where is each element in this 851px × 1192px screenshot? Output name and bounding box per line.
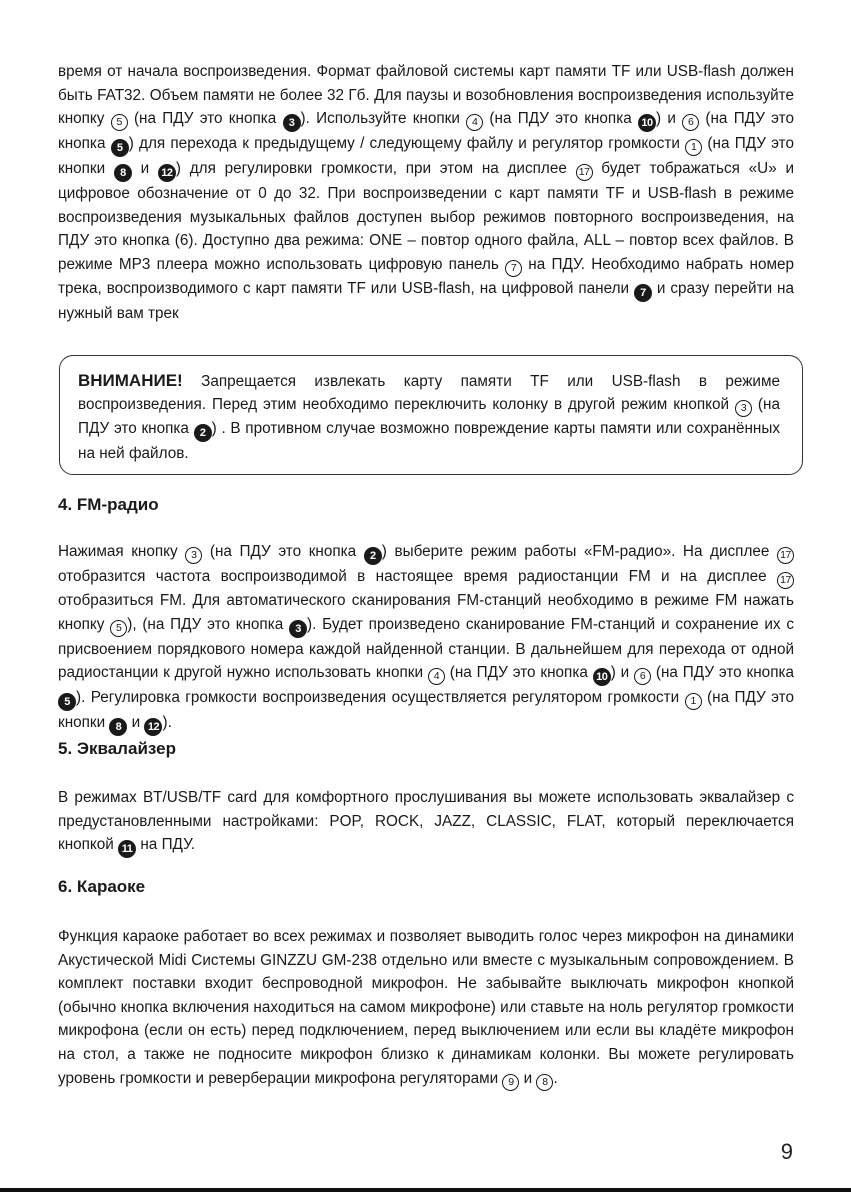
remote-button-marker: 11 bbox=[118, 840, 136, 858]
remote-button-marker: 8 bbox=[114, 164, 132, 182]
device-button-marker: 6 bbox=[682, 114, 699, 131]
remote-button-marker: 5 bbox=[111, 139, 129, 157]
remote-button-marker: 2 bbox=[194, 424, 212, 442]
device-button-marker: 1 bbox=[685, 139, 702, 156]
device-button-marker: 5 bbox=[110, 620, 127, 637]
warning-title: ВНИМАНИЕ! bbox=[78, 371, 183, 390]
remote-button-marker: 10 bbox=[638, 114, 656, 132]
remote-button-marker: 5 bbox=[58, 693, 76, 711]
device-button-marker: 9 bbox=[502, 1074, 519, 1091]
device-button-marker: 3 bbox=[185, 547, 202, 564]
device-button-marker: 3 bbox=[735, 400, 752, 417]
remote-button-marker: 8 bbox=[109, 718, 127, 736]
bottom-rule bbox=[0, 1188, 851, 1192]
device-button-marker: 7 bbox=[505, 260, 522, 277]
display-marker: 17 bbox=[777, 572, 794, 589]
remote-button-marker: 7 bbox=[634, 284, 652, 302]
device-button-marker: 4 bbox=[428, 668, 445, 685]
remote-button-marker: 12 bbox=[158, 164, 176, 182]
remote-button-marker: 3 bbox=[289, 620, 307, 638]
fm-radio-paragraph: Нажимая кнопку 3 (на ПДУ это кнопка 2 ) выберите режим работы «FM-радио». На дисплее 17 отобразится частота воспроизводимой в настоящее время радиостанции FM и на дисплее 17 отобразиться FM. Для автоматического сканирования FM-станций необходимо в режиме FM нажать кнопку 5 ), (на ПДУ это кнопка 3 ). Будет произведено сканирование FM-станций и сохранение их с присвоением порядкового номера каждой найденной станции. В дальнейшем для перехода от одной радиостанции к другой нужно использовать кнопки 4 (на ПДУ это кнопка 10 ) и 6 (на ПДУ это кнопка 5 ). Регулировка громкости воспроизведения осуществляется регулятором громкости 1 (на ПДУ это кнопки 8 и 12 ). bbox=[58, 540, 794, 736]
section-heading-fm-radio: 4. FM-радио bbox=[58, 495, 159, 514]
remote-button-marker: 10 bbox=[593, 668, 611, 686]
display-marker: 17 bbox=[777, 547, 794, 564]
device-button-marker: 5 bbox=[111, 114, 128, 131]
remote-button-marker: 3 bbox=[283, 114, 301, 132]
page-number: 9 bbox=[780, 1139, 793, 1164]
section-heading-karaoke: 6. Караоке bbox=[58, 877, 146, 896]
equalizer-paragraph: В режимах BT/USB/TF card для комфортного прослушивания вы можете использовать эквалайзер с предустановленными настройками: POP, ROCK, JAZZ, CLASSIC, FLAT, который переключается кнопкой 11 на ПДУ. bbox=[58, 786, 794, 858]
remote-button-marker: 12 bbox=[144, 718, 162, 736]
device-button-marker: 1 bbox=[685, 693, 702, 710]
device-button-marker: 8 bbox=[536, 1074, 553, 1091]
playback-paragraph: время от начала воспроизведения. Формат файловой системы карт памяти TF или USB-flash должен быть FAT32. Объем памяти не более 32 Гб. Для паузы и возобновления воспроизведения используйте кнопку 5 (на ПДУ это кнопка 3 ). Используйте кнопки 4 (на ПДУ это кнопка 10 ) и 6 (на ПДУ это кнопка 5 ) для перехода к предыдущему / следующему файлу и регулятор громкости 1 (на ПДУ это кнопки 8 и 12 ) для регулировки громкости, при этом на дисплее 17 будет тображаться «U» и цифровое обозначение от 0 до 32. При воспроизведении с карт памяти TF и USB-flash в режиме воспроизведения музыкальных файлов доступен выбор режимов повторного воспроизведения, на ПДУ это кнопка (6). Доступно два режима: ONE – повтор одного файла, ALL – повтор всех файлов. В режиме MP3 плеера можно использовать цифровую панель 7 на ПДУ. Необходимо набрать номер трека, воспроизводимого с карт памяти TF или USB-flash, на цифровой панели 7 и сразу перейти на нужный вам трек bbox=[58, 63, 795, 322]
device-button-marker: 4 bbox=[466, 114, 483, 131]
warning-box bbox=[59, 355, 803, 475]
section-heading-equalizer: 5. Эквалайзер bbox=[58, 739, 176, 758]
warning-text: ВНИМАНИЕ! Запрещается извлекать карту памяти TF или USB-flash в режиме воспроизведения. Перед этим необходимо переключить колонку в другой режим кнопкой 3 (на ПДУ это кнопка 2 ) . В противном случае возможно повреждение карты памяти или сохранённых на ней файлов. bbox=[78, 371, 780, 463]
remote-button-marker: 2 bbox=[364, 547, 382, 565]
karaoke-paragraph: Функция караоке работает во всех режимах и позволяет выводить голос через микрофон на динамики Акустической Midi Системы GINZZU GM-238 отдельно или вместе с музыкальным сопровождением. В комплект поставки входит беспроводной микрофон. Не забывайте выключать микрофон кнопкой (обычно кнопка включения находиться на самом микрофоне) или ставьте на ноль регулятор громкости микрофона (если он есть) перед подключением, перед выключением или если вы кладёте микрофон на стол, а также не подносите микрофон близко к динамикам колонки. Вы можете регулировать уровень громкости и реверберации микрофона регуляторами 9 и 8 . bbox=[58, 925, 794, 1091]
device-button-marker: 6 bbox=[634, 668, 651, 685]
display-marker: 17 bbox=[576, 164, 593, 181]
